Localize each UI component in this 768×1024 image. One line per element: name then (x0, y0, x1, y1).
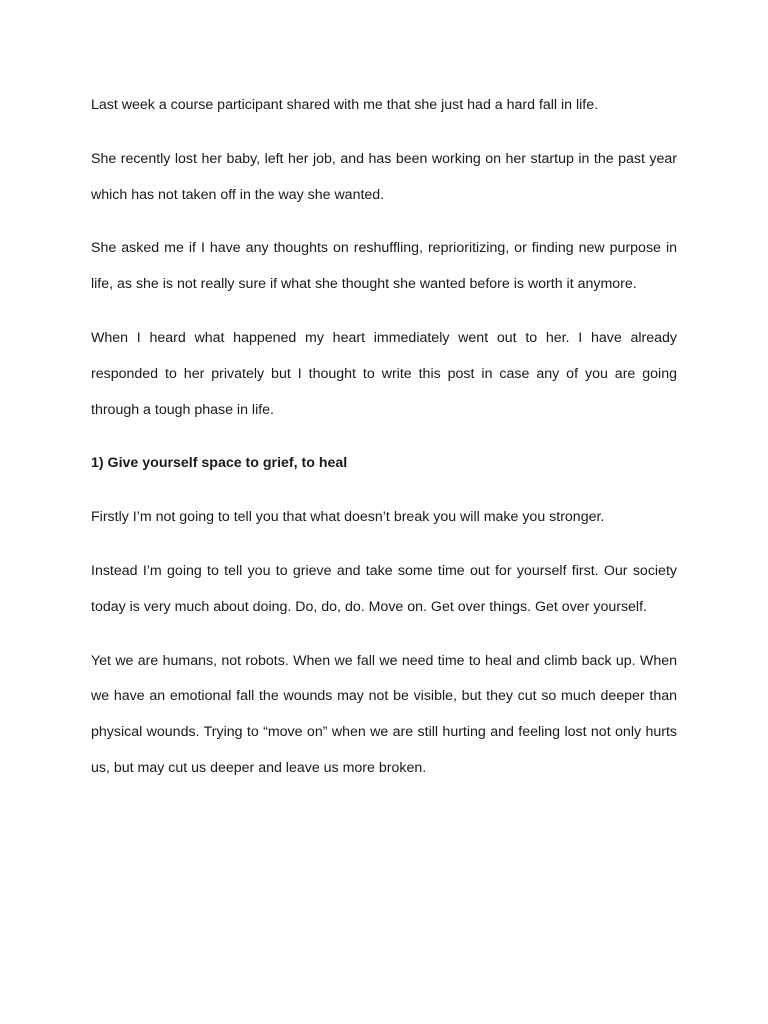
paragraph-section1-3: Yet we are humans, not robots. When we fall we need time to heal and climb back up. When we have an emotional fall the wounds may not be visible, but they cut so much deeper than physical wounds. Trying to “move on” when we are still hurting and feeling lost not only hurts us, but may cut us deeper and leave us more broken. (91, 652, 677, 776)
paragraph-intro-2: She recently lost her baby, left her job, and has been working on her startup in the past year which has not taken off in the way she wanted. (91, 150, 677, 203)
section-heading-1: 1) Give yourself space to grief, to heal (91, 455, 348, 472)
paragraph-intro-3: She asked me if I have any thoughts on reshuffling, reprioritizing, or finding new purpose in life, as she is not really sure if what she thought she wanted before is worth it anymore. (91, 240, 677, 293)
document-page (91, 88, 677, 805)
paragraph-section1-1: Firstly I’m not going to tell you that what doesn’t break you will make you stronger. (91, 509, 605, 526)
paragraph-intro-4: When I heard what happened my heart immediately went out to her. I have already responded to her privately but I thought to write this post in case any of you are going through a tough phase in life. (91, 329, 677, 418)
paragraph-section1-2: Instead I’m going to tell you to grieve and take some time out for yourself first. Our society today is very much about doing. Do, do, do. Move on. Get over things. Get over yourself. (91, 562, 677, 615)
paragraph-intro-1: Last week a course participant shared with me that she just had a hard fall in life. (91, 97, 599, 113)
